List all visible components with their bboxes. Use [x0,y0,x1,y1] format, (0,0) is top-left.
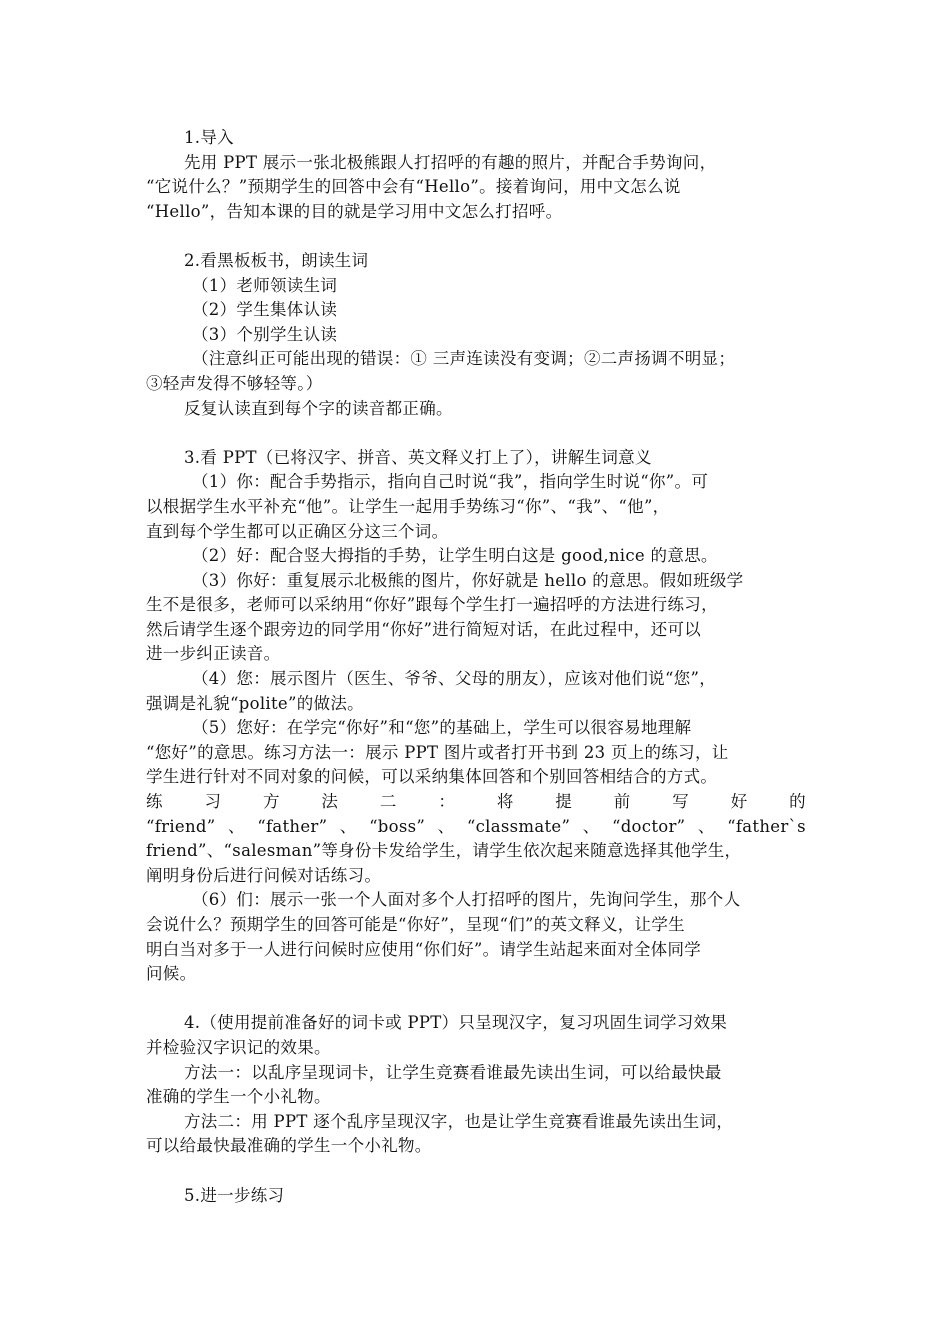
char: 好 [730,792,748,812]
paragraph-line: 学生进行针对不同对象的问候，可以采纳集体回答和个别回答相结合的方式。 [146,767,718,787]
paragraph-line: “您好”的意思。练习方法一：展示 PPT 图片或者打开书到 23 页上的练习，让 [146,742,729,762]
list-item: （1）老师领读生词 [192,275,338,295]
section-3-heading: 3.看 PPT（已将汉字、拼音、英文释义打上了），讲解生词意义 [184,447,652,467]
paragraph-line: （5）您好：在学完“你好”和“您”的基础上，学生可以很容易地理解 [192,718,692,738]
paragraph-line: 方法二：用 PPT 逐个乱序呈现汉字，也是让学生竞赛看谁最先读出生词， [184,1111,734,1131]
paragraph-line: 进一步纠正读音。 [146,644,281,664]
justified-line [146,815,806,840]
paragraph-line: 可以给最快最准确的学生一个小礼物。 [146,1136,432,1156]
paragraph-line: （1）你：配合手势指示，指向自己时说“我”，指向学生时说“你”。可 [192,472,709,492]
paragraph-line: 然后请学生逐个跟旁边的同学用“你好”进行简短对话，在此过程中，还可以 [146,619,702,639]
paragraph-line: 阐明身份后进行问候对话练习。 [146,865,382,885]
separator: 、 [339,816,357,836]
role-word: “doctor” [611,816,686,836]
paragraph-line: （2）好：配合竖大拇指的手势，让学生明白这是 good,nice 的意思。 [192,546,718,566]
paragraph-line: “Hello”，告知本课的目的就是学习用中文怎么打招呼。 [146,201,563,221]
paragraph-line: 先用 PPT 展示一张北极熊跟人打招呼的有趣的照片，并配合手势询问， [184,152,717,172]
role-word: “classmate” [466,816,571,836]
char: 前 [613,792,631,812]
char: 习 [204,792,222,812]
role-word: “boss” [369,816,426,836]
role-word: “father” [257,816,328,836]
char: ： [438,792,456,812]
paragraph-line: （4）您：展示图片（医生、爷爷、父母的朋友），应该对他们说“您”， [192,669,717,689]
section-4-heading: 4.（使用提前准备好的词卡或 PPT）只呈现汉字，复习巩固生词学习效果 [184,1013,728,1033]
section-1-heading: 1.导入 [184,128,234,147]
justified-line [146,790,806,815]
paragraph-line: 明白当对多于一人进行问候时应使用“你们好”。请学生站起来面对全体同学 [146,939,702,959]
document-page [146,126,806,1208]
separator: 、 [582,816,600,836]
char: 将 [496,792,514,812]
note-line: ③轻声发得不够轻等。） [146,373,323,393]
paragraph-line: （3）你好：重复展示北极熊的图片，你好就是 hello 的意思。假如班级学 [192,570,744,590]
paragraph-line: 并检验汉字识记的效果。 [146,1037,331,1057]
list-item: （3）个别学生认读 [192,324,338,344]
paragraph-line: 方法一：以乱序呈现词卡，让学生竞赛看谁最先读出生词，可以给最快最 [184,1062,722,1082]
role-word: “friend” [146,816,216,836]
list-item: （2）学生集体认读 [192,300,338,320]
paragraph-line: 会说什么？预期学生的回答可能是“你好”，呈现“们”的英文释义，让学生 [146,915,685,934]
char: 法 [321,792,339,812]
paragraph-line: 以根据学生水平补充“他”。让学生一起用手势练习“你”、“我”、“他”， [146,496,670,516]
note-line: （注意纠正可能出现的错误：① 三声连读没有变调；②二声扬调不明显； [192,349,736,369]
separator: 、 [437,816,455,836]
section-5-heading: 5.进一步练习 [184,1185,285,1205]
char: 方 [262,792,280,812]
paragraph-line: 生不是很多，老师可以采纳用“你好”跟每个学生打一遍招呼的方法进行练习， [146,595,718,615]
paragraph-line: 反复认读直到每个字的读音都正确。 [184,398,453,418]
char: 提 [555,792,573,812]
role-word: “father`s [727,816,806,836]
paragraph-line: “它说什么？”预期学生的回答中会有“Hello”。接着询问，用中文怎么说 [146,177,681,197]
paragraph-line: （6）们：展示一张一个人面对多个人打招呼的图片，先询问学生，那个人 [192,890,741,910]
char: 练 [146,792,163,812]
separator: 、 [697,816,715,836]
char: 写 [672,792,690,812]
paragraph-line: 准确的学生一个小礼物。 [146,1087,331,1107]
section-2-heading: 2.看黑板板书，朗读生词 [184,250,369,270]
paragraph-line: friend”、“salesman”等身份卡发给学生，请学生依次起来随意选择其他学生， [146,841,742,861]
paragraph-line: 问候。 [146,964,197,984]
separator: 、 [227,816,245,836]
char: 的 [789,792,806,812]
paragraph-line: 直到每个学生都可以正确区分这三个词。 [146,521,449,541]
paragraph-line: 强调是礼貌“polite”的做法。 [146,693,364,713]
char: 二 [379,792,397,812]
